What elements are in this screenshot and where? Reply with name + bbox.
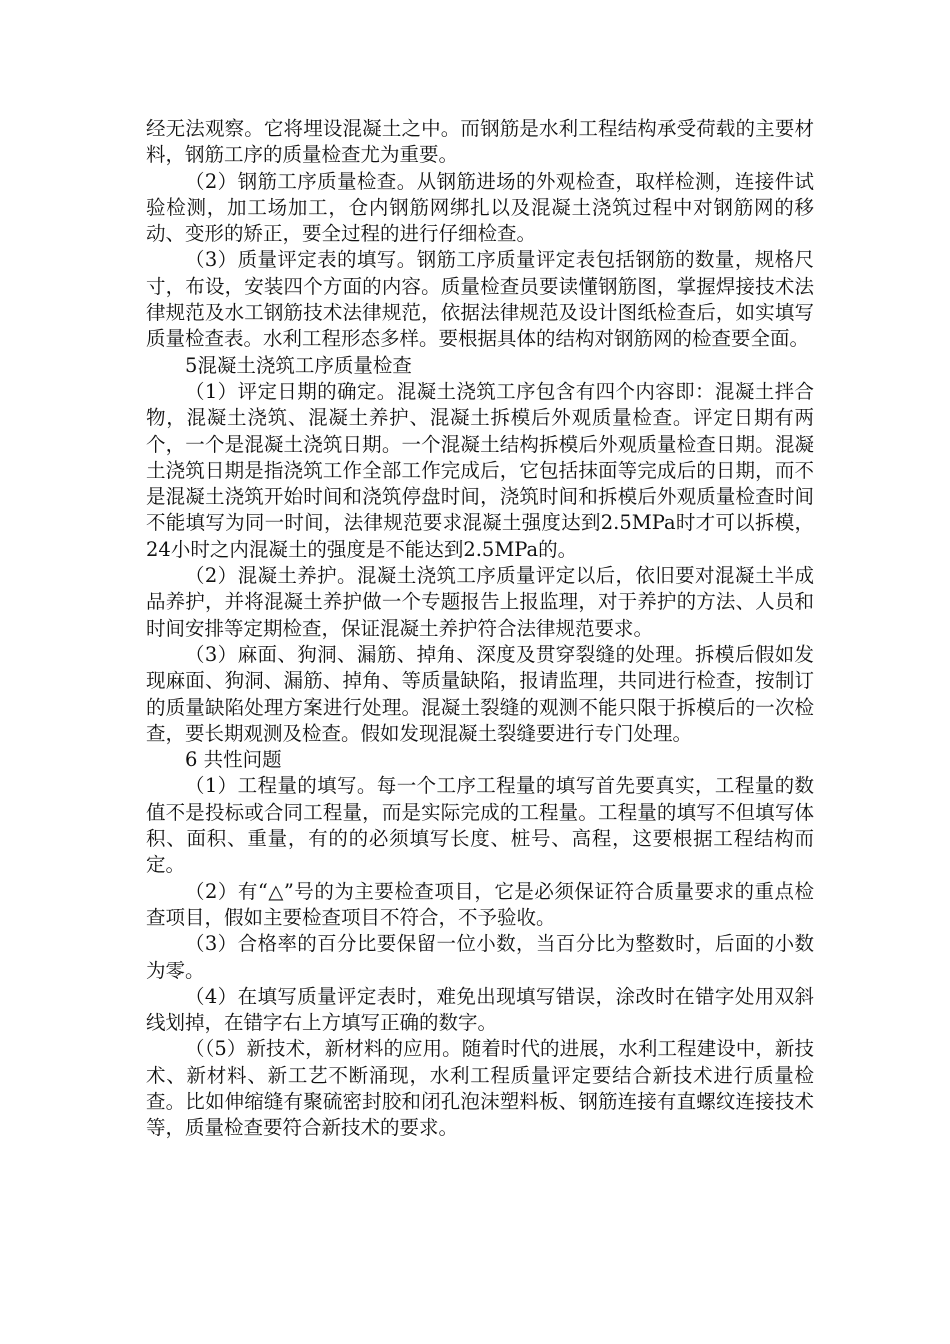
paragraph-quality-form: （3）质量评定表的填写。钢筋工序质量评定表包括钢筋的数量，规格尺寸，布设，安装四个方面的内容。质量检查员要读懂钢筋图，掌握焊接技术法律规范及水工钢筋技术法律规范，依据法律规范及设计图纸检查后，如实填写质量检查表。水利工程形态多样。要根据具体的结构对钢筋网的检查要全面。 [146,248,814,351]
section-heading-6: 6 共性问题 [185,748,282,772]
section-heading-5: 5混凝土浇筑工序质量检查 [185,353,412,377]
paragraph-corrections: （4）在填写质量评定表时，难免出现填写错误，涂改时在错字处用双斜线划掉，在错字右上方填写正确的数字。 [146,984,814,1035]
paragraph-pass-rate: （3）合格率的百分比要保留一位小数，当百分比为整数时，后面的小数为零。 [146,932,814,982]
paragraph-continuation: 经无法观察。它将埋设混凝土之中。而钢筋是水利工程结构承受荷载的主要材料，钢筋工序的质量检查尤为重要。 [146,117,814,167]
document-page [146,116,814,1142]
paragraph-main-items: （2）有“△”号的为主要检查项目，它是必须保证符合质量要求的重点检查项目，假如主要检查项目不符合，不予验收。 [146,879,814,929]
paragraph-quantity-filling: （1）工程量的填写。每一个工序工程量的填写首先要真实，工程量的数值不是投标或合同工程量，而是实际完成的工程量。工程量的填写不但填写体积、面积、重量，有的的必须填写长度、桩号、高程，这要根据工程结构而定。 [146,774,814,877]
paragraph-defect-treatment: （3）麻面、狗洞、漏筋、掉角、深度及贯穿裂缝的处理。拆模后假如发现麻面、狗洞、漏筋、掉角、等质量缺陷，报请监理，共同进行检查，按制订的质量缺陷处理方案进行处理。混凝土裂缝的观测不能只限于拆模后的一次检查，要长期观测及检查。假如发现混凝土裂缝要进行专门处理。 [146,642,814,745]
paragraph-new-technology: （（5）新技术，新材料的应用。随着时代的进展，水利工程建设中，新技术、新材料、新工艺不断涌现，水利工程质量评定要结合新技术进行质量检查。比如伸缩缝有聚硫密封胶和闭孔泡沫塑料板、钢筋连接有直螺纹连接技术等，质量检查要符合新技术的要求。 [146,1037,814,1140]
paragraph-evaluation-date: （1）评定日期的确定。混凝土浇筑工序包含有四个内容即：混凝土拌合物，混凝土浇筑、混凝土养护、混凝土拆模后外观质量检查。评定日期有两个，一个是混凝土浇筑日期。一个混凝土结构拆模后外观质量检查日期。混凝土浇筑日期是指浇筑工作全部工作完成后，它包括抹面等完成后的日期，而不是混凝土浇筑开始时间和浇筑停盘时间，浇筑时间和拆模后外观质量检查时间不能填写为同一时间，法律规范要求混凝土强度达到2.5MPa时才可以拆模，24小时之内混凝土的强度是不能达到2.5MPa的。 [146,379,814,561]
paragraph-rebar-inspection: （2）钢筋工序质量检查。从钢筋进场的外观检查，取样检测，连接件试验检测，加工场加工，仓内钢筋网绑扎以及混凝土浇筑过程中对钢筋网的移动、变形的矫正，要全过程的进行仔细检查。 [146,169,814,246]
paragraph-concrete-curing: （2）混凝土养护。混凝土浇筑工序质量评定以后，依旧要对混凝土半成品养护，并将混凝土养护做一个专题报告上报监理，对于养护的方法、人员和时间安排等定期检查，保证混凝土养护符合法律规范要求。 [146,564,814,640]
